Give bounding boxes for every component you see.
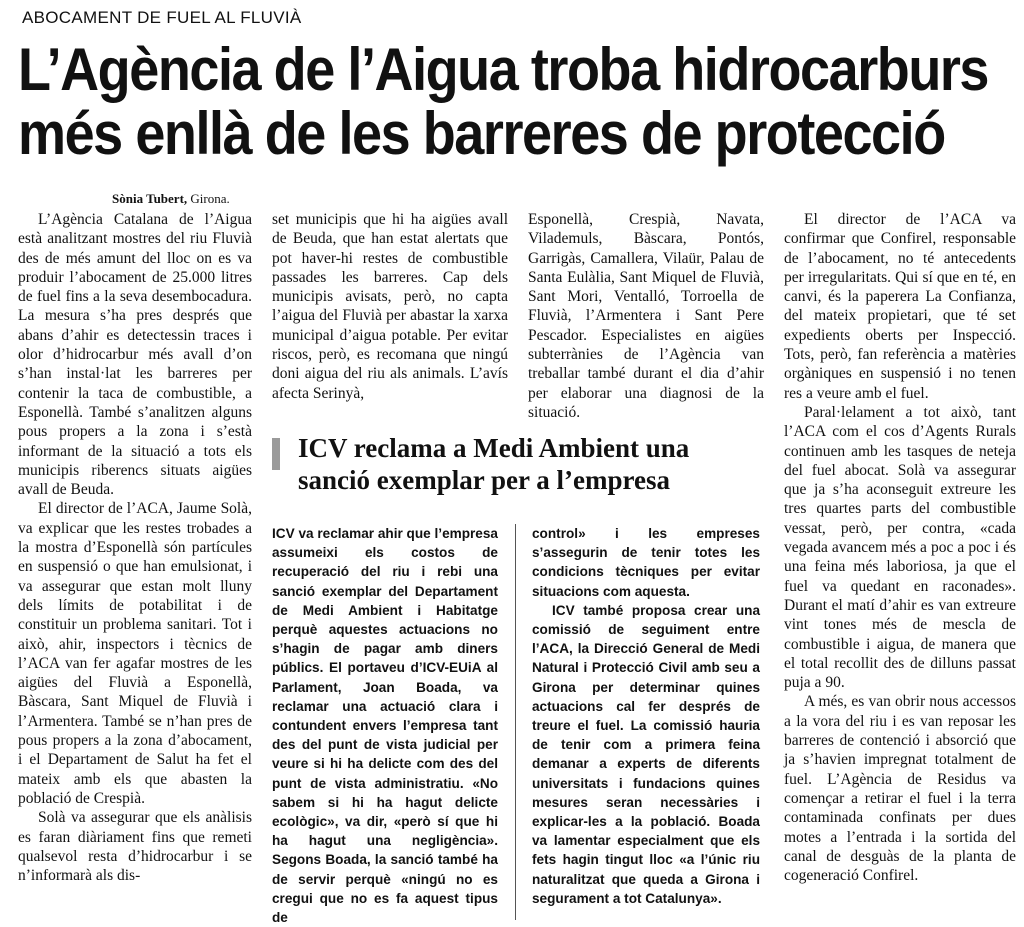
paragraph: El director de l’ACA, Jaume Solà, va explicar que les restes trobades a la mostra d’Esponellà són partícules en suspensió o que han emulsionat, i va assegurar que estan molt lluny dels límits de potabilitat i de constituir un problema sanitari. Tot i això, ahir, inspectors i tècnics de l’ACA van fer agafar mostres de les aigües del Fluvià a Esponellà, Bàscara, Sant Miquel de Fluvià i l’Armentera. També se n’han pres de pous propers a la zona d’abocament, i el Departament de Salut ha fet el mateix amb els que abasten la població de Crespià. (18, 500, 252, 807)
paragraph: ICV va reclamar ahir que l’empresa assumeixi els costos de recuperació del riu i rebi una sanció exemplar del Departament de Medi Ambient i Habitatge perquè aquestes actuacions no s’hagin de pagar amb diners públics. El portaveu d’ICV-EUiA al Parlament, Joan Boada, va reclamar una actuació clara i contundent envers l’empresa tant des del punt de vista judicial per veure si hi ha delicte com des del punt de vista administratiu. «No sabem si hi ha hagut delicte ecològic», va dir, «però sí que hi ha hagut una negligència». Segons Boada, la sanció també ha de servir perquè «ningú no es cregui que no es fa aquest tipus de (272, 526, 498, 926)
paragraph: El director de l’ACA va confirmar que Confirel, responsable de l’abocament, no té antecedents per irregularitats. Qui sí que en té, en canvi, és la paperera La Confianza, del mateix propietari, que té set expedients oberts per Inspecció. Tots, però, fan referència a matèries orgàniques en suspensió i no tenen res a veure amb el fuel. (784, 211, 1016, 402)
column-divider (515, 524, 516, 920)
article-column-2 (272, 210, 508, 403)
byline-place: Girona. (187, 191, 230, 206)
sidebar-accent-bar (272, 438, 280, 470)
sidebar-title (298, 432, 768, 496)
paragraph: Esponellà, Crespià, Navata, Vilademuls, Bàscara, Pontós, Garrigàs, Camallera, Vilaür, Palau de Santa Eulàlia, Sant Miquel de Fluvià, Sant Mori, Ventalló, Torroella de Fluvià, l’Armentera i Sant Pere Pescador. Especialistes en aigües subterrànies de l’Agència van treballar també durant el dia d’ahir per elaborar una diagnosi de la situació. (528, 211, 764, 421)
paragraph: L’Agència Catalana de l’Aigua està analitzant mostres del riu Fluvià des de més amunt del lloc on es va produir l’abocament de 25.000 litres de fuel fins a la seva desembocadura. La mesura s’ha pres després que abans d’ahir es detectessin traces i olor d’hidrocarbur més avall d’on s’han instal·lat les barreres per contenir la taca de combustible, a Esponellà. També s’analitzen alguns pous propers a la zona i s’està informant de la situació a tots els municipis riberencs situats aigües avall de Beuda. (18, 211, 252, 499)
paragraph: control» i les empreses s’assegurin de tenir totes les condicions tècniques per evitar situacions com aquesta. (532, 526, 760, 599)
paragraph: Solà va assegurar que els anàlisis es faran diàriament fins que remeti qualsevol resta d’hidrocarbur i se n’informarà als dis- (18, 809, 252, 885)
article-column-1 (18, 210, 252, 885)
article-kicker: ABOCAMENT DE FUEL AL FLUVIÀ (22, 8, 302, 27)
byline (112, 191, 230, 207)
headline-line-1: L’Agència de l’Aigua troba hidrocarburs (18, 36, 989, 103)
article-column-3 (528, 210, 764, 422)
byline-author: Sònia Tubert, (112, 191, 188, 206)
paragraph: ICV també proposa crear una comissió de seguiment entre l’ACA, la Direcció General de Medi Natural i Protecció Civil amb seu a Girona per determinar quines actuacions cal fer després de treure el fuel. La comissió hauria de tenir com a primera feina demanar a experts de diferents universitats i fundacions quines mesures seran necessàries i explicar-les a la població. Boada va lamentar especialment que els fets hagin tingut lloc «a l’únic riu naturalitzat que queda a Girona i segurament a tot Catalunya». (532, 602, 760, 906)
sidebar-column-2 (532, 524, 760, 908)
headline-line-2: més enllà de les barreres de protecció (18, 100, 945, 167)
article-headline (18, 36, 989, 167)
sidebar-column-1 (272, 524, 498, 927)
paragraph: set municipis que hi ha aigües avall de Beuda, que han estat alertats que pot haver-hi restes de combustible passades les barreres. Cap dels municipis avisats, però, no capta l’aigua del Fluvià per abastar la xarxa municipal d’aigua potable. Per evitar riscos, però, es recomana que ningú doni aigua del riu als animals. L’avís afecta Serinyà, (272, 211, 508, 402)
article-column-4 (784, 210, 1016, 885)
sidebar-title-line-1: ICV reclama a Medi Ambient una (298, 433, 690, 463)
sidebar-title-line-2: sanció exemplar per a l’empresa (298, 465, 670, 495)
paragraph: A més, es van obrir nous accessos a la vora del riu i es van reposar les barreres de contenció i absorció que ja s’havien impregnat totalment de fuel. L’Agència de Residus va començar a retirar el fuel i la terra contaminada confinats per dues motes a l’entrada i la sortida del canal de desguàs de la planta de cogeneració Confirel. (784, 693, 1016, 885)
paragraph: Paral·lelament a tot això, tant l’ACA com el cos d’Agents Rurals continuen amb les tasques de neteja del fuel abocat. Solà va assegurar que ja s’ha aconseguit extreure les tres quartes parts del combustible vessat, però, per contra, «cada vegada avancem més a poc a poc i és una feina més laboriosa, ja que el fuel va quedant en raconades». Durant el matí d’ahir es van extreure vint tones més de mescla de combustible i aigua, de manera que el total recollit des de dilluns passat puja a 90. (784, 403, 1016, 692)
sidebar-header (272, 432, 772, 502)
